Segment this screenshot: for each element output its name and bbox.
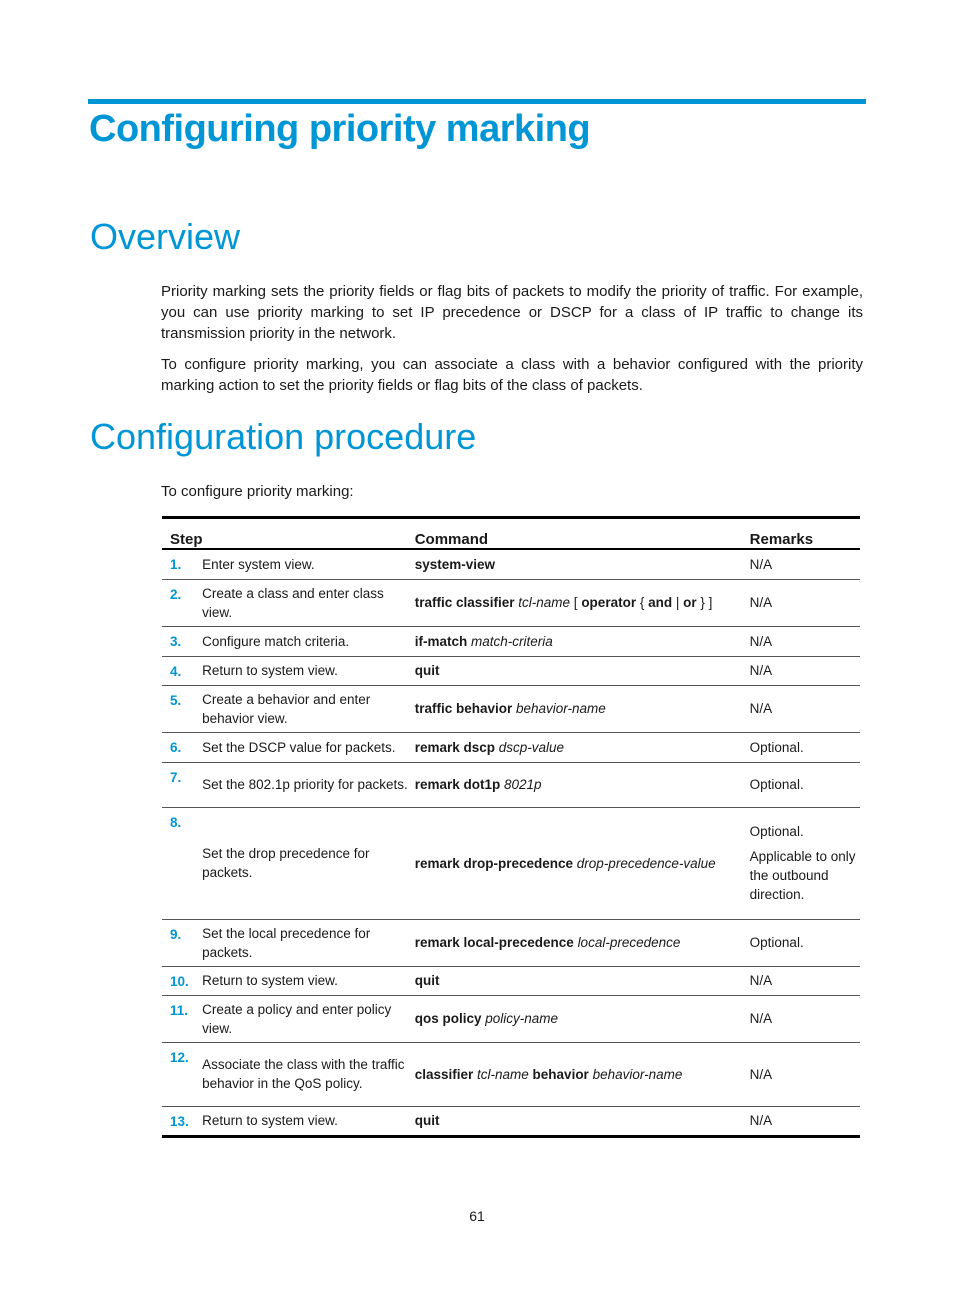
- table-row: [162, 1042, 860, 1106]
- table-row: [162, 626, 860, 656]
- chapter-top-rule: [88, 99, 866, 104]
- command-argument: behavior-name: [592, 1066, 683, 1082]
- table-header-row: [162, 518, 860, 550]
- step-number: 9.: [162, 919, 202, 966]
- command-keyword: traffic classifier: [414, 595, 515, 610]
- command-keyword: traffic behavior: [414, 701, 513, 716]
- table-row: [162, 1106, 860, 1136]
- step-number: 6.: [162, 732, 202, 762]
- step-description: Return to system view.: [202, 966, 415, 995]
- command-cell: [415, 966, 750, 995]
- remark-text: N/A: [749, 973, 773, 988]
- table-row: [162, 579, 860, 626]
- command-keyword: system-view: [414, 556, 495, 572]
- command-text: |: [672, 595, 684, 610]
- command-keyword: operator: [581, 595, 637, 610]
- overview-paragraph-1: Priority marking sets the priority fields or flag bits of packets to modify the priority of traffic. For example, you can use priority marking to set IP precedence or DSCP for a class of IP traffic to change its transmission priority in the network.: [161, 283, 863, 342]
- command-text: {: [636, 595, 649, 610]
- remark-text: N/A: [749, 701, 773, 716]
- command-text: } ]: [696, 595, 713, 610]
- remarks-cell: [750, 626, 860, 656]
- step-number: 3.: [162, 626, 202, 656]
- command-cell: [415, 807, 750, 919]
- command-keyword: if-match: [414, 633, 468, 649]
- overview-paragraph-2: To configure priority marking, you can associate a class with a behavior configured with the priority marking action to set the priority fields or flag bits of the class of packets.: [161, 356, 863, 394]
- column-header-step: Step: [162, 518, 415, 550]
- table-row: [162, 762, 860, 807]
- remarks-cell: [750, 656, 860, 685]
- procedure-table-body: [162, 549, 860, 1136]
- command-cell: [415, 995, 750, 1042]
- command-keyword: classifier: [414, 1066, 474, 1082]
- remark-text: N/A: [749, 1066, 773, 1082]
- step-description: Associate the class with the traffic behavior in the QoS policy.: [202, 1042, 415, 1106]
- remarks-cell: [750, 807, 860, 919]
- remarks-cell: [750, 919, 860, 966]
- command-cell: [415, 579, 750, 626]
- command-keyword: quit: [414, 663, 440, 678]
- command-cell: [415, 762, 750, 807]
- step-number: 4.: [162, 656, 202, 685]
- table-row: [162, 995, 860, 1042]
- step-description: Create a policy and enter policy view.: [202, 995, 415, 1042]
- procedure-intro: To configure priority marking:: [161, 483, 354, 500]
- command-cell: [415, 685, 750, 732]
- step-number: 1.: [162, 549, 202, 579]
- step-description: Return to system view.: [202, 1113, 338, 1128]
- step-description: Set the DSCP value for packets.: [202, 732, 415, 762]
- command-keyword: or: [683, 595, 697, 610]
- remark-text: Optional.: [749, 739, 804, 755]
- remarks-cell: [750, 1106, 860, 1136]
- command-argument: match-criteria: [470, 633, 553, 649]
- step-number: 7.: [162, 762, 202, 807]
- step-description: Create a behavior and enter behavior view.: [202, 685, 415, 732]
- remarks-cell: [750, 549, 860, 579]
- command-keyword: behavior: [532, 1066, 589, 1082]
- remark-text: N/A: [749, 633, 773, 649]
- remarks-cell: [750, 762, 860, 807]
- table-row: [162, 685, 860, 732]
- step-description: Configure match criteria.: [202, 626, 415, 656]
- remarks-cell: [750, 966, 860, 995]
- remark-text: Optional.: [749, 935, 804, 950]
- remark-text: N/A: [749, 595, 773, 610]
- command-argument: drop-precedence-value: [576, 855, 716, 871]
- column-header-command: Command: [415, 518, 750, 550]
- command-keyword: remark drop-precedence: [414, 855, 574, 871]
- command-cell: [415, 549, 750, 579]
- remark-text: N/A: [749, 556, 773, 572]
- command-argument: local-precedence: [577, 935, 681, 950]
- command-cell: [415, 656, 750, 685]
- remarks-cell: [750, 1042, 860, 1106]
- step-description: Set the local precedence for packets.: [202, 919, 415, 966]
- command-text: [: [570, 595, 582, 610]
- step-number: 12.: [162, 1042, 202, 1106]
- command-argument: 8021p: [504, 777, 542, 792]
- command-cell: [415, 1042, 750, 1106]
- remarks-cell: [750, 732, 860, 762]
- command-keyword: quit: [414, 1113, 440, 1128]
- remark-text: N/A: [749, 1113, 773, 1128]
- command-cell: [415, 1106, 750, 1136]
- command-keyword: remark dot1p: [414, 777, 501, 792]
- step-description: Return to system view.: [202, 656, 415, 685]
- command-cell: [415, 626, 750, 656]
- remark-text: Optional.: [749, 824, 804, 839]
- remarks-cell: [750, 995, 860, 1042]
- remarks-cell: [750, 579, 860, 626]
- command-keyword: remark dscp: [414, 739, 495, 755]
- command-cell: [415, 919, 750, 966]
- command-argument: tcl-name: [518, 595, 571, 610]
- step-number: 11.: [162, 995, 202, 1042]
- command-argument: tcl-name: [477, 1066, 529, 1082]
- table-row: [162, 807, 860, 919]
- command-keyword: and: [648, 595, 673, 610]
- step-description: Set the drop precedence for packets.: [202, 807, 415, 919]
- command-keyword: qos policy: [414, 1011, 482, 1026]
- step-description: Create a class and enter class view.: [202, 579, 415, 626]
- table-row: [162, 549, 860, 579]
- command-keyword: remark local-precedence: [414, 935, 574, 950]
- step-number: 13.: [170, 1113, 189, 1129]
- step-number: 10.: [162, 966, 202, 995]
- remark-text: Applicable to only the outbound direction.: [749, 849, 856, 902]
- command-cell: [415, 732, 750, 762]
- procedure-table: [162, 516, 860, 1138]
- remark-text: Optional.: [749, 777, 804, 792]
- procedure-heading: Configuration procedure: [90, 416, 477, 457]
- table-row: [162, 656, 860, 685]
- command-argument: behavior-name: [516, 701, 606, 716]
- command-argument: policy-name: [485, 1011, 559, 1026]
- command-keyword: quit: [414, 973, 440, 988]
- step-description: Set the 802.1p priority for packets.: [202, 762, 415, 807]
- remark-text: N/A: [749, 1011, 773, 1026]
- command-argument: dscp-value: [498, 739, 565, 755]
- overview-heading: Overview: [90, 216, 241, 257]
- step-number: 2.: [162, 579, 202, 626]
- chapter-title: Configuring priority marking: [89, 108, 591, 150]
- table-row: [162, 919, 860, 966]
- table-row: [162, 732, 860, 762]
- remarks-cell: [750, 685, 860, 732]
- remark-text: N/A: [749, 663, 773, 678]
- step-number: 5.: [162, 685, 202, 732]
- table-row: [162, 966, 860, 995]
- step-number: 8.: [162, 807, 202, 919]
- column-header-remarks: Remarks: [750, 518, 860, 550]
- page-number: 61: [469, 1208, 485, 1224]
- step-description: Enter system view.: [202, 549, 415, 579]
